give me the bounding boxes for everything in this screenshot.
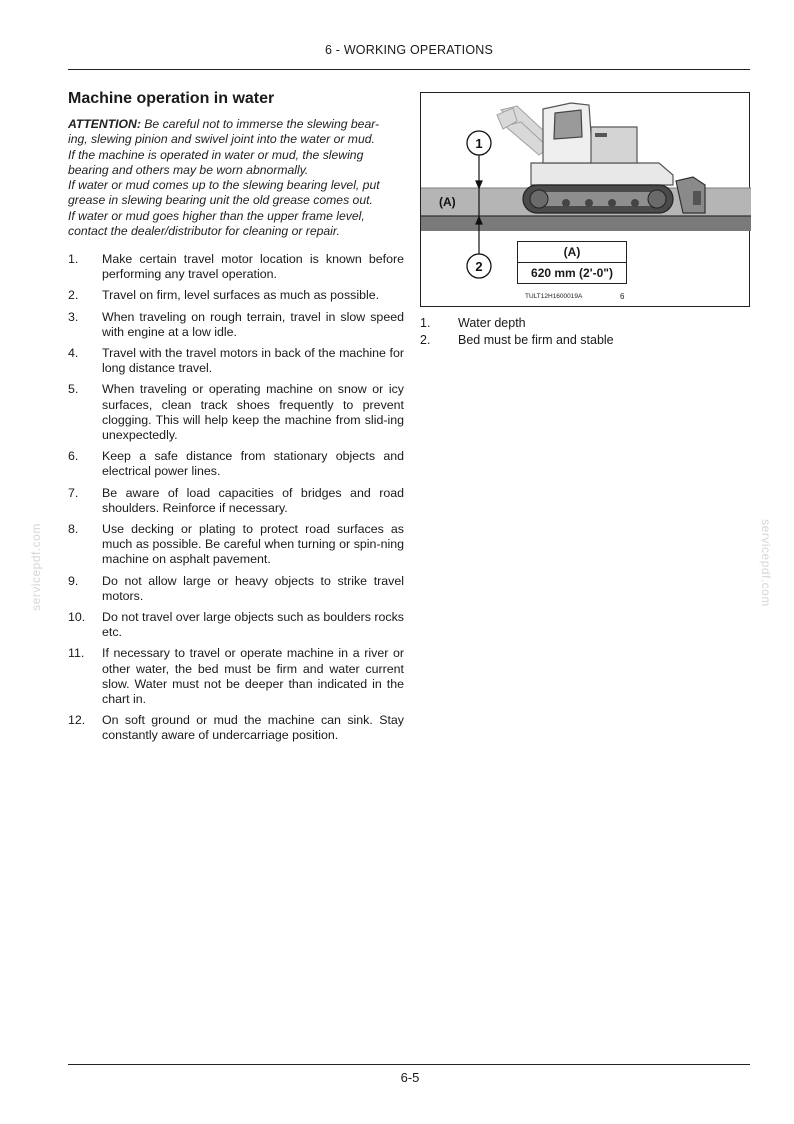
attention-line: If the machine is operated in water or mud, the slewing (68, 147, 364, 162)
track-assembly (523, 185, 673, 213)
water-depth-figure (420, 92, 750, 307)
ground (421, 216, 751, 231)
excavator-body (531, 103, 673, 185)
attention-line: contact the dealer/distributor for cleaning or repair. (68, 224, 340, 239)
callout-1-label: 1 (475, 136, 483, 151)
depth-table (517, 241, 627, 284)
list-item: 2. Travel on firm, level surfaces as much as possible. (68, 288, 380, 303)
list-item: 6. Keep a safe distance from stationary objects and electrical power lines. (68, 449, 404, 479)
watermark-right: servicepdf.com (758, 519, 773, 607)
legend-item: 2. Bed must be firm and stable (420, 333, 614, 347)
depth-table-header: (A) (563, 245, 581, 259)
attention-note (68, 117, 404, 239)
footer-rule (68, 1064, 750, 1065)
page-number: 6-5 (400, 1070, 420, 1085)
attention-line: bearing and others may be worn abnormally. (68, 162, 309, 177)
figure-legend (420, 315, 750, 349)
attention-line: grease in slewing bearing unit the old grease comes out. (68, 193, 373, 208)
attention-line: ing, slewing pinion and swivel joint into the water or mud. (68, 132, 375, 147)
depth-table-value: 620 mm (2'-0") (518, 262, 626, 283)
travel-precautions-list (68, 252, 404, 750)
attention-label: ATTENTION: (68, 117, 141, 131)
header-rule (68, 69, 750, 70)
attention-line: ATTENTION: Be careful not to immerse the slewing bear- (68, 117, 380, 131)
figure-code: TULT12H1600019A (525, 293, 583, 300)
list-item: 5. When traveling or operating machine on snow or icy surfaces, clean track shoes frequently to prevent clogging. This will help keep the machine from slid-ing unexpectedly. (68, 382, 404, 443)
list-item: 3. When traveling on rough terrain, travel in slow speed with engine at a low idle. (68, 309, 404, 339)
depth-dimension-label: (A) (439, 195, 456, 209)
attention-line: If water or mud goes higher than the upper frame level, (68, 208, 365, 223)
legend-item: 1. Water depth (420, 316, 526, 330)
list-item: 4. Travel with the travel motors in back of the machine for long distance travel. (68, 346, 404, 376)
list-item: 8. Use decking or plating to protect road surfaces as much as possible. Be careful when turning or spin-ning machine on asphalt pavement. (68, 522, 404, 567)
list-item: 1. Make certain travel motor location is known before performing any travel operation. (68, 252, 404, 282)
watermark-left: servicepdf.com (28, 523, 43, 611)
list-item: 12. On soft ground or mud the machine can sink. Stay constantly aware of undercarriage position. (68, 713, 404, 743)
attention-line: If water or mud comes up to the slewing bearing level, put (68, 178, 380, 193)
list-item: 7. Be aware of load capacities of bridges and road shoulders. Reinforce if necessary. (68, 485, 404, 515)
figure-index: 6 (620, 292, 625, 301)
list-item: 10. Do not travel over large objects such as boulders rocks etc. (68, 610, 404, 640)
chapter-header: 6 - WORKING OPERATIONS (324, 43, 494, 57)
section-title: Machine operation in water (68, 90, 275, 107)
callout-2-label: 2 (475, 259, 483, 274)
list-item: 9. Do not allow large or heavy objects to strike travel motors. (68, 573, 404, 603)
list-item: 11. If necessary to travel or operate machine in a river or other water, the bed must be firm and water current slow. Water must not be deeper than indicated in the chart in. (68, 646, 404, 707)
